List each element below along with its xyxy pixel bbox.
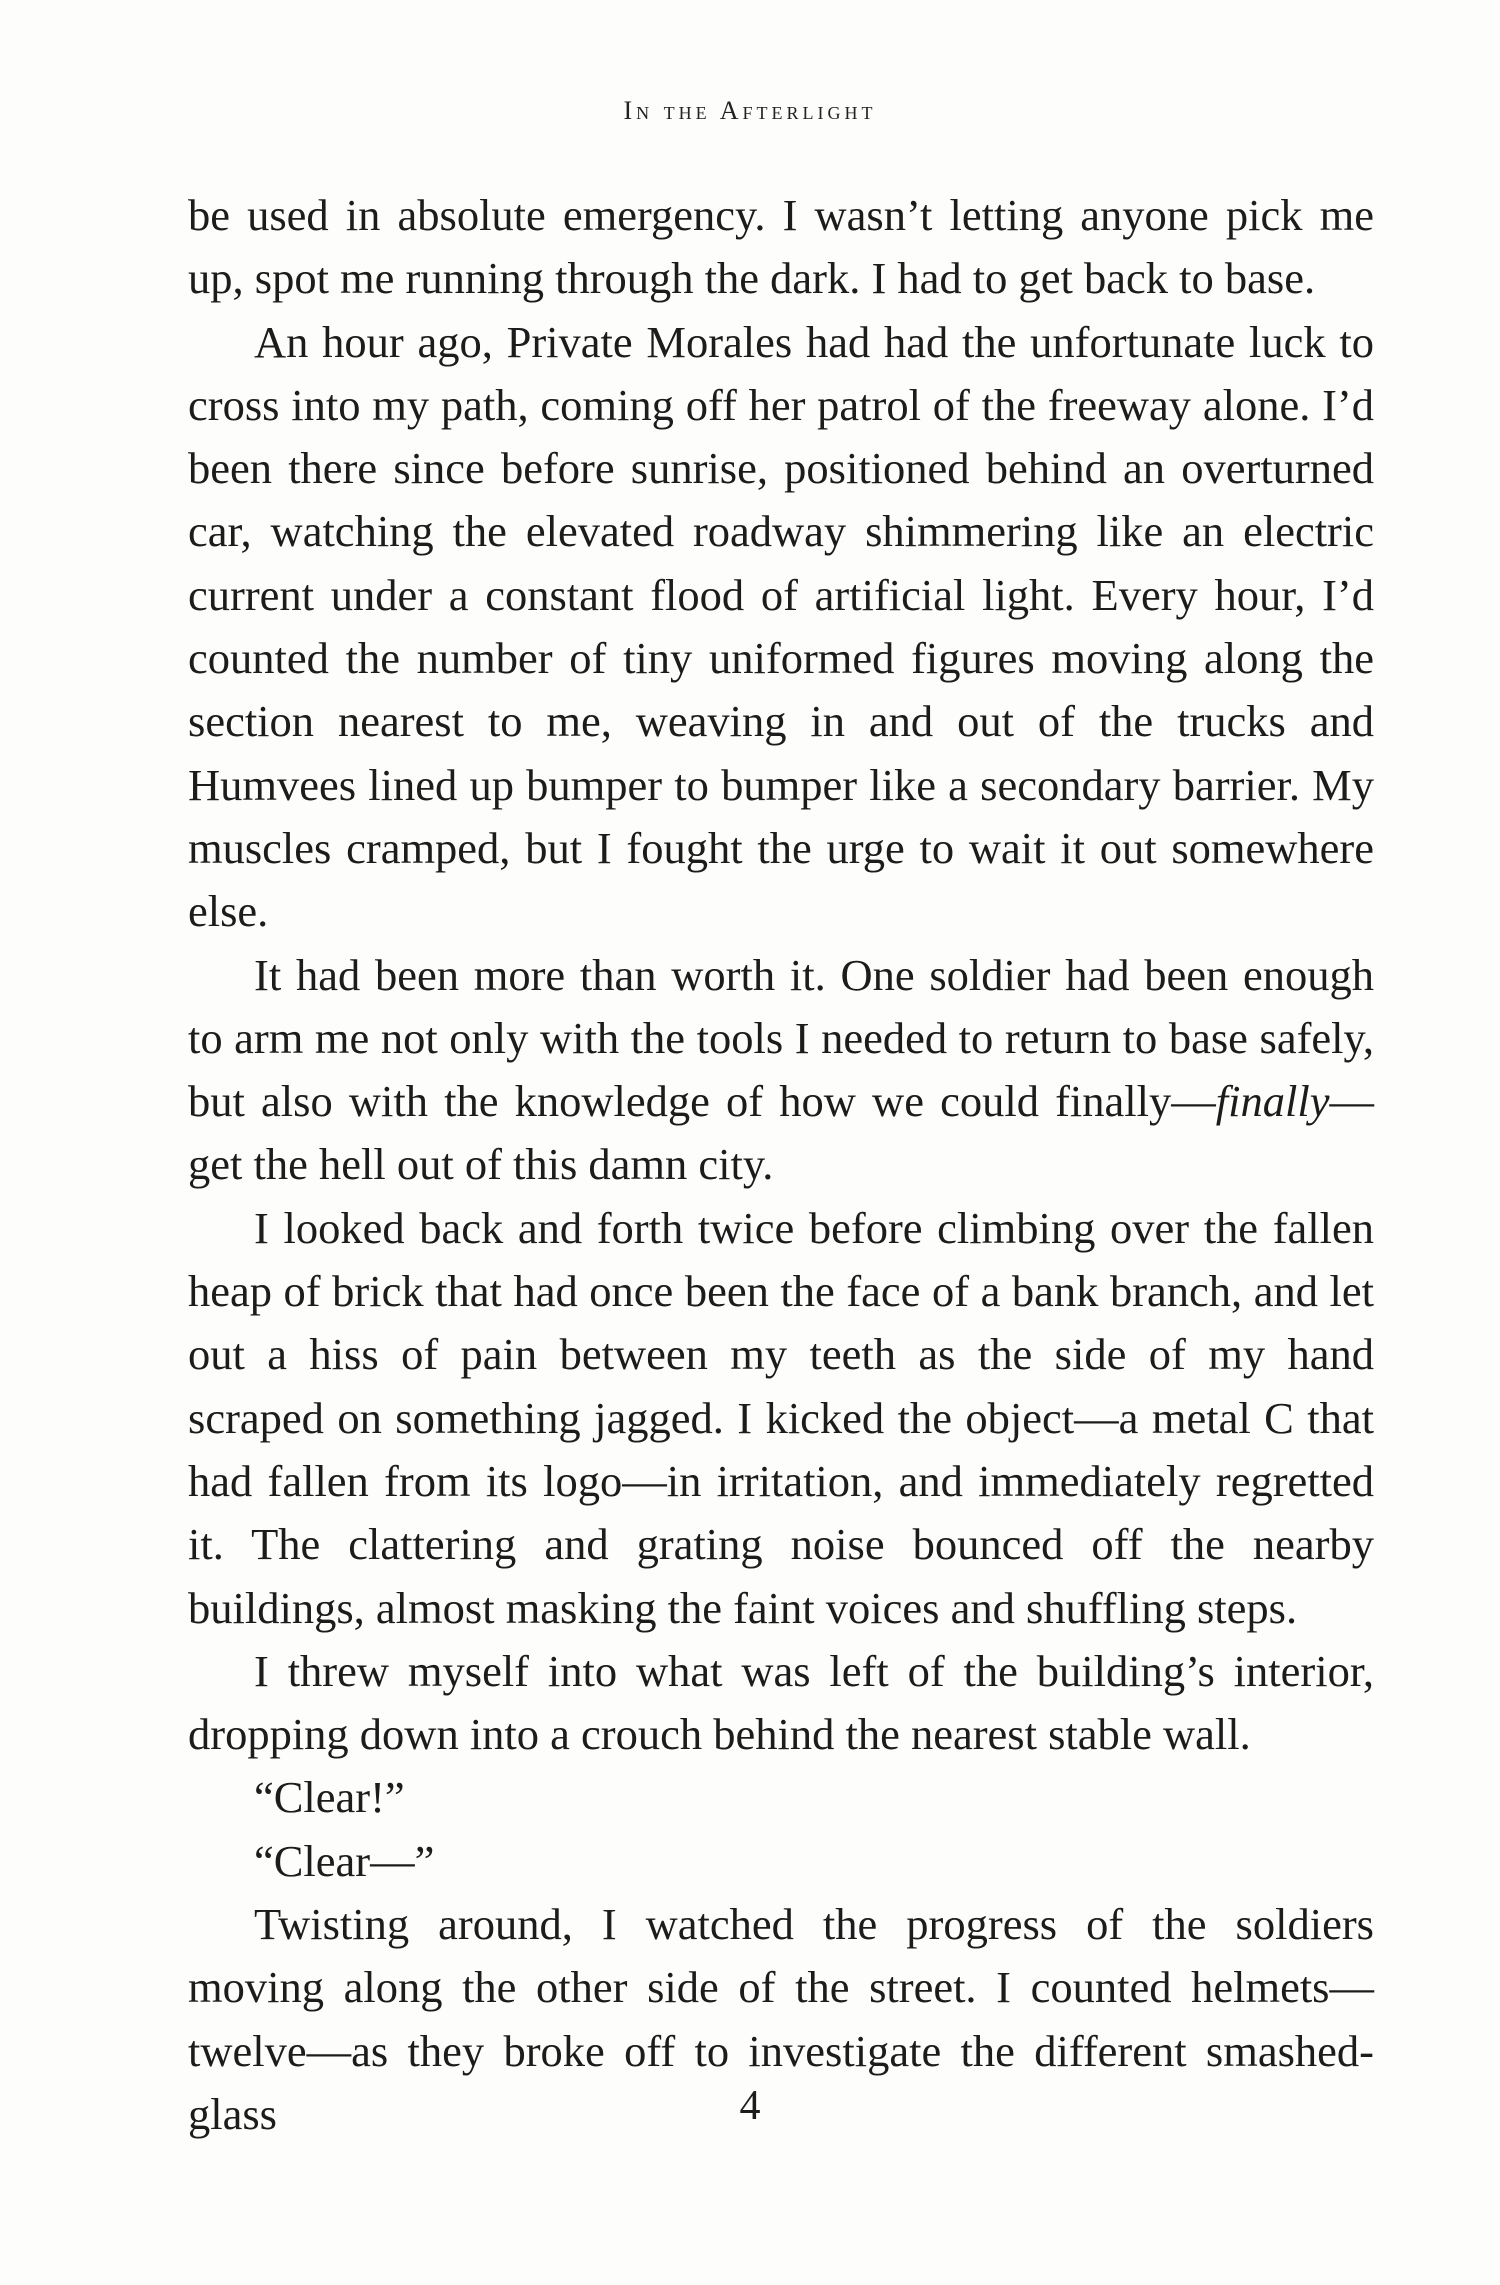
paragraph: I looked back and forth twice before climbing over the fallen heap of brick that had once been the face of a bank branch, and let out a hiss of pain between my teeth as the side of my hand scraped on something jagged. I kicked the object—a metal C that had fallen from its logo—in irritation, and immediately regretted it. The clattering and grating noise bounced off the nearby buildings, almost masking the faint voices and shuffling steps. [188, 1202, 1374, 1633]
page-number: 4 [739, 2083, 761, 2129]
paragraph [188, 944, 1374, 1197]
emphasis-text: finally [1215, 1076, 1330, 1127]
body-text [188, 184, 1374, 2146]
paragraph-text: —get the hell out of this damn city. [188, 1076, 1374, 1190]
paragraph: I threw myself into what was left of the building’s interior, dropping down into a crouch behind the nearest stable wall. [188, 1645, 1374, 1760]
dialogue-line: “Clear—” [254, 1835, 435, 1886]
paragraph-continued: be used in absolute emergency. I wasn’t letting anyone pick me up, spot me running through the dark. I had to get back to base. [188, 190, 1374, 304]
paragraph-text: It had been more than worth it. One soldier had been enough to arm me not only with the tools I needed to return to base safely, but also with the knowledge of how we could finally— [188, 949, 1374, 1127]
paragraph: An hour ago, Private Morales had had the unfortunate luck to cross into my path, coming off her patrol of the freeway alone. I’d been there since before sunrise, positioned behind an overturned car, watching the elevated roadway shimmering like an electric current under a constant flood of artificial light. Every hour, I’d counted the number of tiny uniformed figures moving along the section nearest to me, weaving in and out of the trucks and Humvees lined up bumper to bumper like a secondary barrier. My muscles cramped, but I fought the urge to wait it out somewhere else. [188, 316, 1374, 937]
paragraph: Twisting around, I watched the progress of the soldiers moving along the other side of the street. I counted helmets—twelve—as they broke off to investigate the different smashed-glass [188, 1899, 1374, 2139]
running-head: In the Afterlight [623, 96, 877, 125]
dialogue-line: “Clear!” [254, 1772, 405, 1823]
